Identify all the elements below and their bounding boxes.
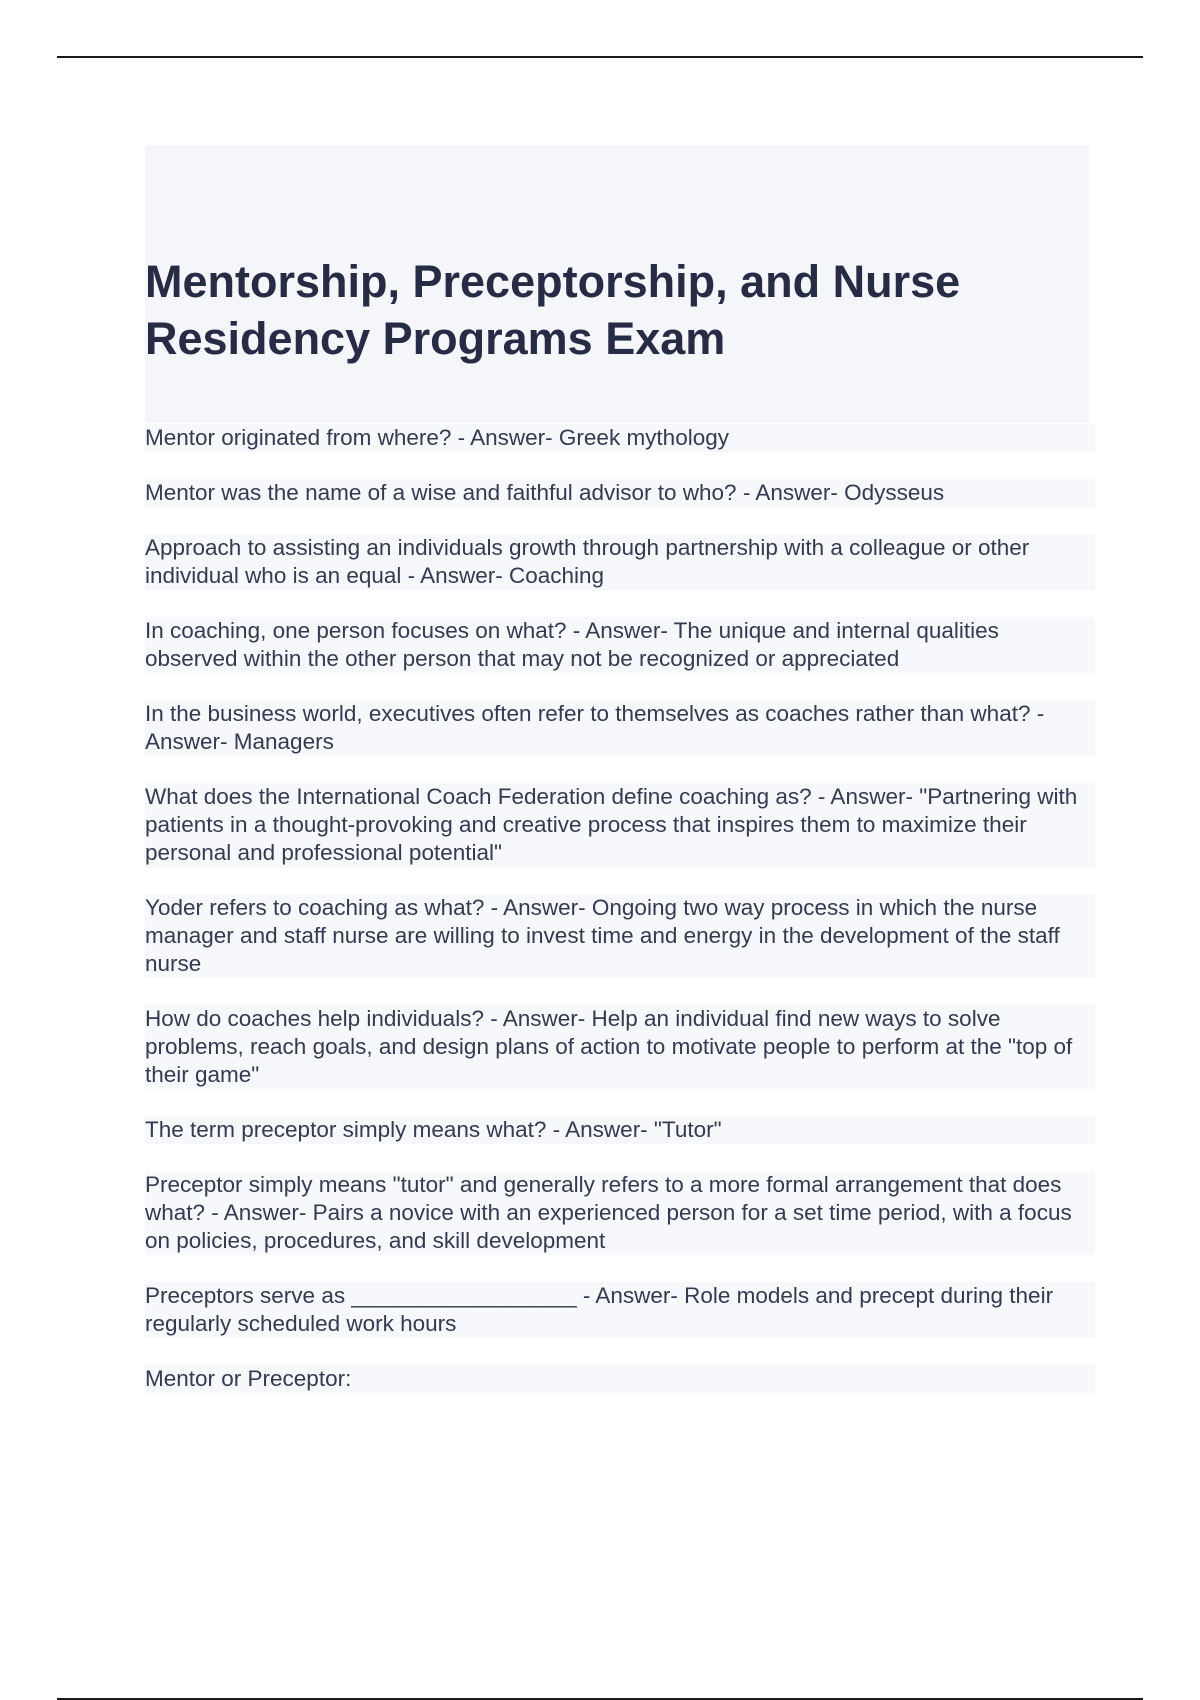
qa-item (145, 1116, 1095, 1144)
qa-item (145, 783, 1095, 867)
qa-item (145, 424, 1095, 452)
qa-item (145, 1282, 1095, 1338)
qa-item (145, 1365, 1095, 1393)
qa-text: The term preceptor simply means what? - Answer- "Tutor" (145, 1117, 722, 1142)
qa-item (145, 534, 1095, 590)
qa-item (145, 479, 1095, 507)
qa-text: Preceptor simply means "tutor" and generally refers to a more formal arrangement that does what? - Answer- Pairs a novice with an experienced person for a set time period, with a focus on policies, procedures, and skill development (145, 1172, 1078, 1253)
qa-list (145, 424, 1095, 1420)
qa-text: How do coaches help individuals? - Answer- Help an individual find new ways to solve problems, reach goals, and design plans of action to motivate people to perform at the "top of their game" (145, 1006, 1079, 1087)
qa-text: Preceptors serve as __________________ - Answer- Role models and precept during their regularly scheduled work hours (145, 1283, 1060, 1336)
qa-text: Yoder refers to coaching as what? - Answer- Ongoing two way process in which the nurse manager and staff nurse are willing to invest time and energy in the development of the staff nurse (145, 895, 1066, 976)
qa-text: Mentor was the name of a wise and faithful advisor to who? - Answer- Odysseus (145, 480, 945, 505)
qa-text: Mentor or Preceptor: (145, 1366, 352, 1391)
qa-text: In coaching, one person focuses on what? - Answer- The unique and internal qualities observed within the other person that may not be recognized or appreciated (145, 618, 1006, 671)
qa-text: In the business world, executives often refer to themselves as coaches rather than what? - Answer- Managers (145, 701, 1050, 754)
qa-text: Approach to assisting an individuals growth through partnership with a colleague or other individual who is an equal - Answer- Coaching (145, 535, 1036, 588)
qa-item (145, 1171, 1095, 1255)
top-rule (57, 56, 1143, 58)
qa-text: Mentor originated from where? - Answer- Greek mythology (145, 425, 729, 450)
qa-item (145, 1005, 1095, 1089)
qa-item (145, 617, 1095, 673)
document-title: Mentorship, Preceptorship, and Nurse Residency Programs Exam (145, 256, 961, 364)
qa-text: What does the International Coach Federation define coaching as? - Answer- "Partnering with patients in a thought-provoking and creative process that inspires them to maximize their personal and professional potential" (145, 784, 1084, 865)
qa-item (145, 894, 1095, 978)
title-banner (145, 145, 1089, 423)
qa-item (145, 700, 1095, 756)
